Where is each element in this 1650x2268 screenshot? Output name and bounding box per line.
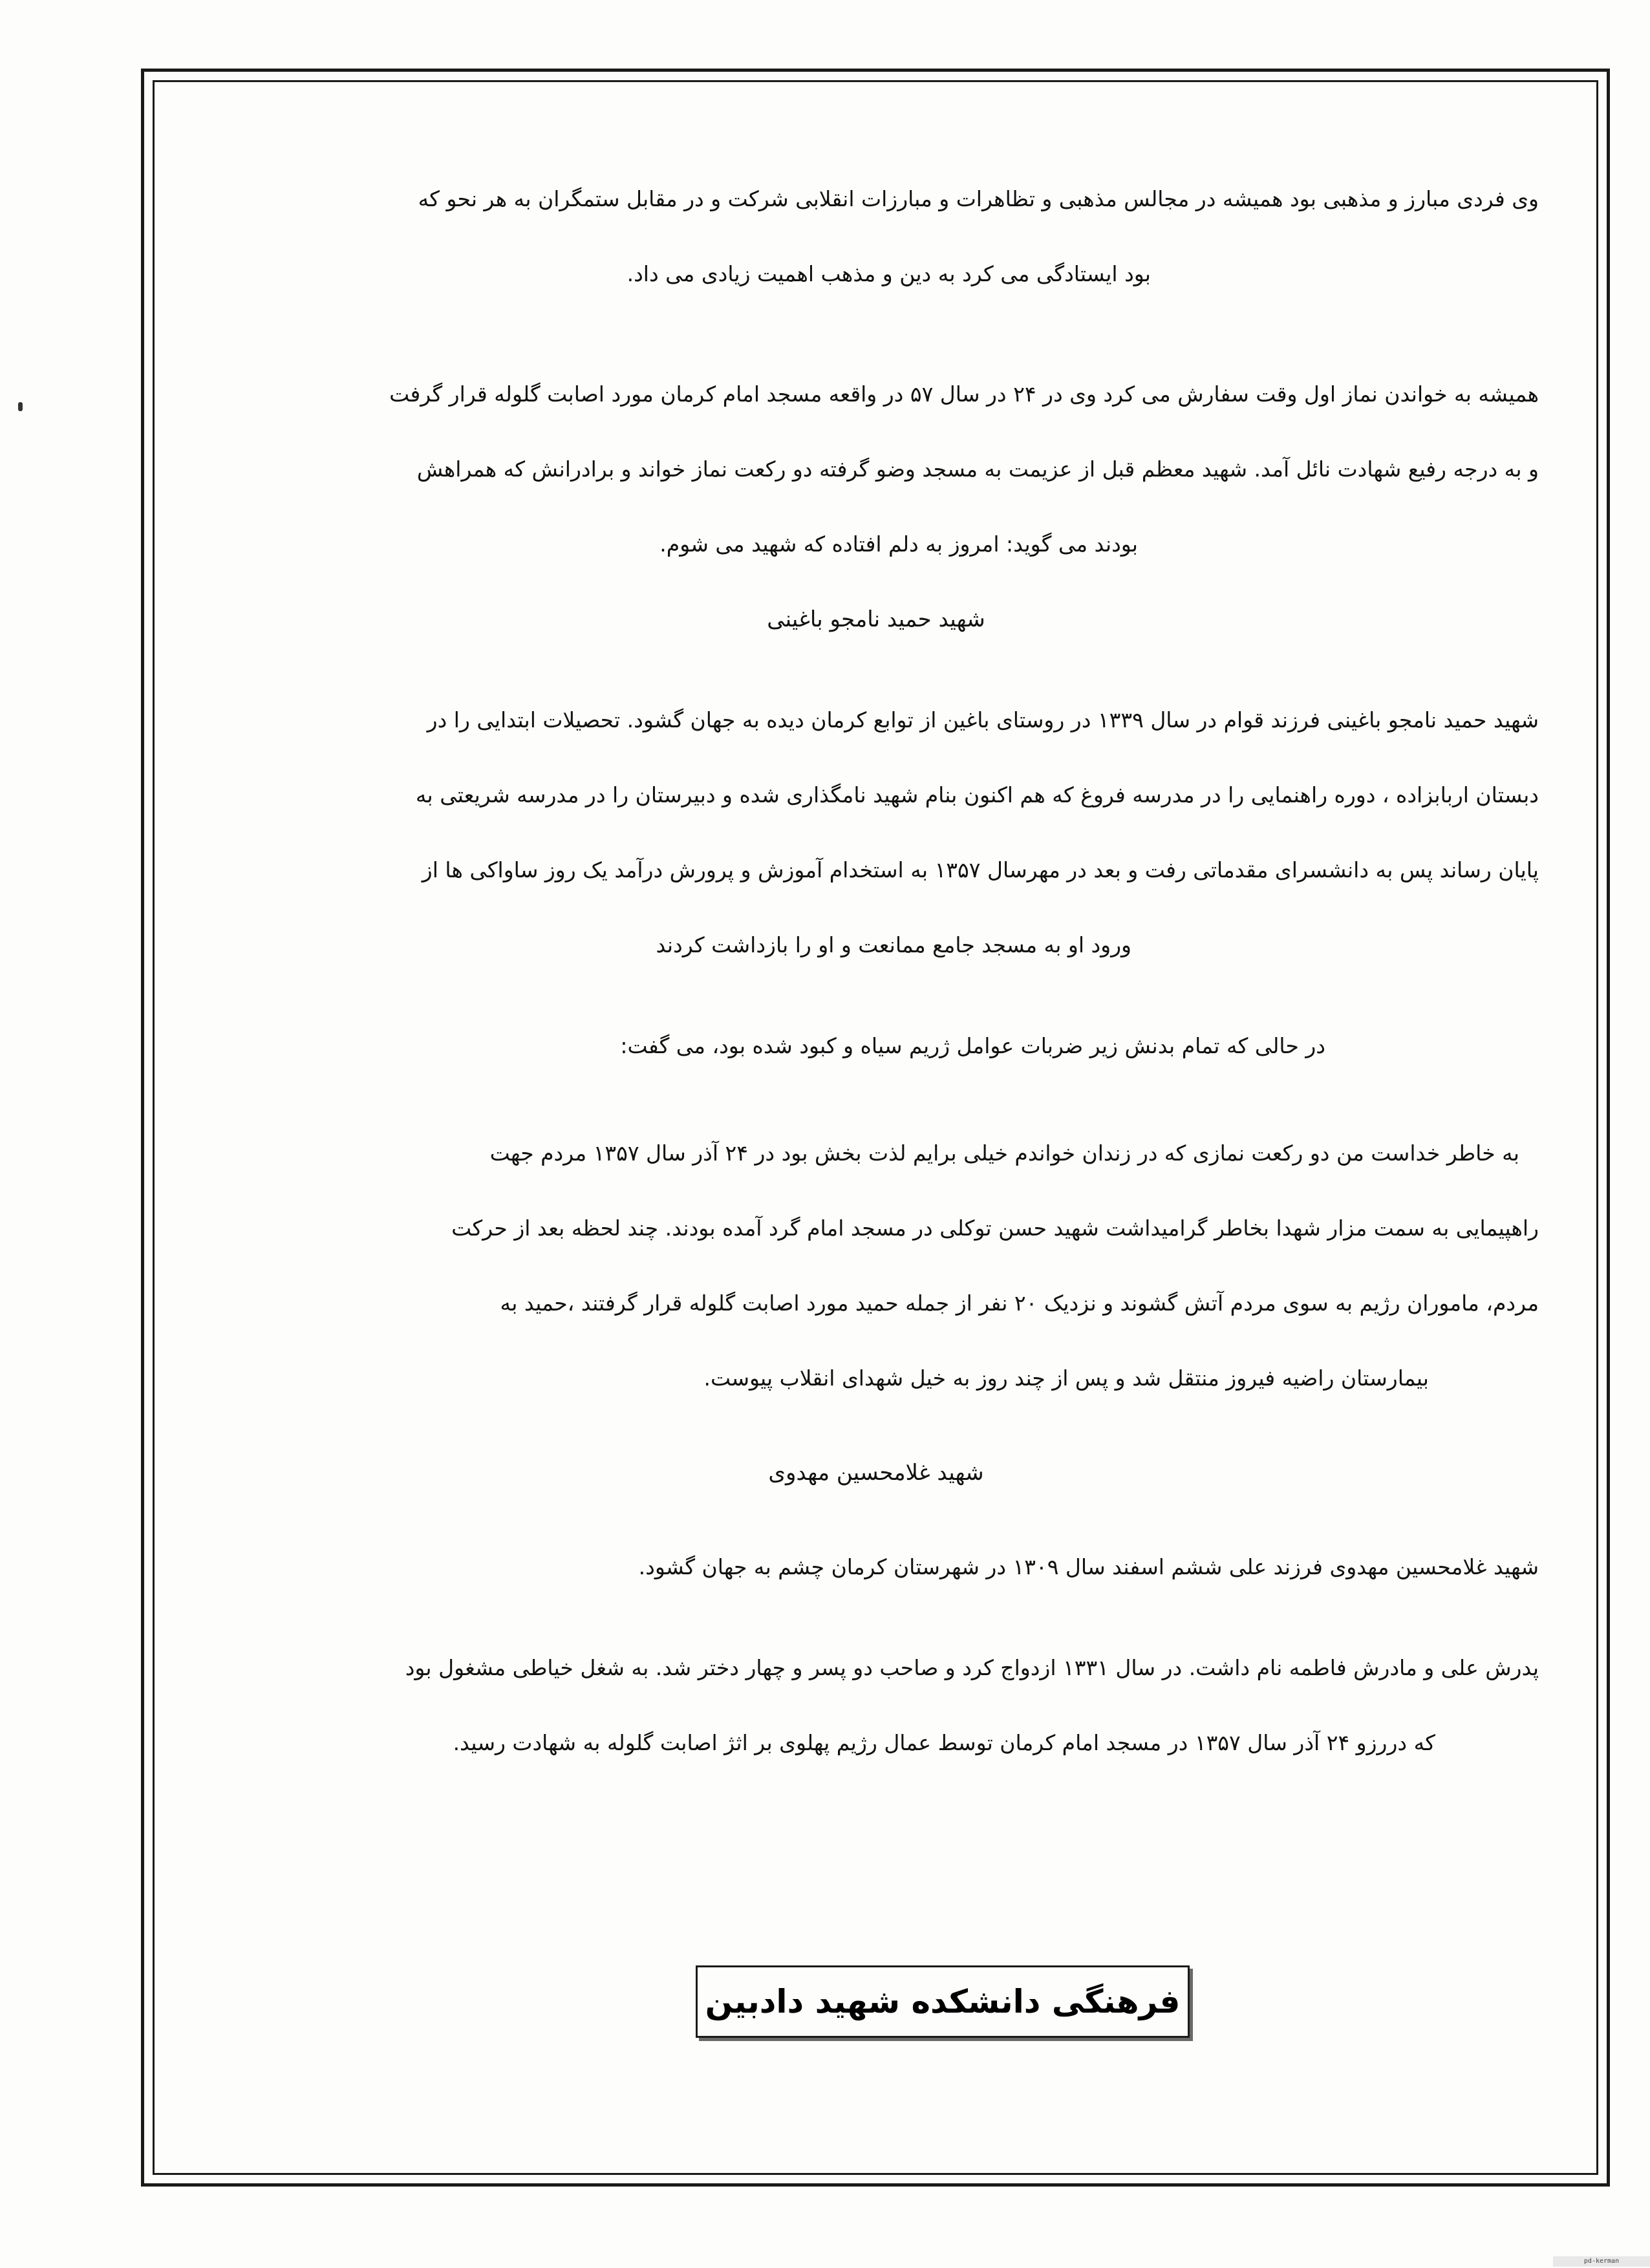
text-line: بیمارستان راضیه فیروز منتقل شد و پس از چند روز به خیل شهدای انقلاب پیوست. [703,1365,1429,1391]
text-line: بود ایستادگی می کرد به دین و مذهب اهمیت زیادی می داد. [627,261,1151,286]
document-body [213,162,1539,1781]
section-heading: شهید غلامحسین مهدوی [768,1460,984,1486]
text-line: دبستان اربابزاده ، دوره راهنمایی را در مدرسه فروغ که هم اکنون بنام شهید نامگذاری شده و دبیرستان را در مدرسه شریعتی به [415,782,1539,808]
section-heading: شهید حمید نامجو باغینی [767,606,985,632]
text-line: شهید غلامحسین مهدوی فرزند علی ششم اسفند سال ۱۳۰۹ در شهرستان کرمان چشم به جهان گشود. [638,1554,1539,1579]
text-line: و به درجه رفیع شهادت نائل آمد. شهید معظم قبل از عزیمت به مسجد وضو گرفته دو رکعت نماز خواند و برادرانش که همراهش [416,456,1539,482]
text-line: پدرش علی و مادرش فاطمه نام داشت. در سال ۱۳۳۱ ازدواج کرد و صاحب دو پسر و چهار دختر شد. به شغل خیاطی مشغول بود [405,1655,1539,1680]
text-line: همیشه به خواندن نماز اول وقت سفارش می کرد وی در ۲۴ در سال ۵۷ در واقعه مسجد امام کرمان مورد اصابت گلوله قرار گرفت [389,381,1539,407]
text-line: بودند می گوید: امروز به دلم افتاده که شهید می شوم. [659,531,1138,557]
text-line: که دررزو ۲۴ آذر سال ۱۳۵۷ در مسجد امام کرمان توسط عمال رژیم پهلوی بر اثژ اصابت گلوله به شهادت رسید. [453,1730,1435,1755]
text-line: ورود او به مسجد جامع ممانعت و او را بازداشت کردند [656,932,1131,957]
text-line: پایان رساند پس به دانشسرای مقدماتی رفت و بعد در مهرسال ۱۳۵۷ به استخدام آموزش و پرورش درآمد یک روز ساواکی ها از [422,857,1539,883]
text-line: وی فردی مبارز و مذهبی بود همیشه در مجالس مذهبی و تظاهرات و مبارزات انقلابی شرکت و در مقابل ستمگران به هر نحو که [418,186,1539,211]
text-line: راهپیمایی به سمت مزار شهدا بخاطر گرامیداشت شهید حسن توکلی در مسجد امام گرد آمده بودند. چند لحظه بعد از حرکت [451,1215,1539,1241]
stamp-text: فرهنگی دانشکده شهید دادبین [705,1983,1181,2020]
text-line: شهید حمید نامجو باغینی فرزند قوام در سال ۱۳۳۹ در روستای باغین از توابع کرمان دیده به جهان گشود. تحصیلات ابتدایی را در [427,707,1539,733]
text-line: مردم، ماموران رژیم به سوی مردم آتش گشوند و نزدیک ۲۰ نفر از جمله حمید مورد اصابت گلوله قرار گرفتند ،حمید به [500,1290,1539,1316]
site-watermark: pd-kerman [1553,2256,1650,2267]
text-line: در حالی که تمام بدنش زیر ضربات عوامل ژریم سیاه و کبود شده بود، می گفت: [620,1033,1325,1058]
text-line: به خاطر خداست من دو رکعت نمازی که در زندان خواندم خیلی برایم لذت بخش بود در ۲۴ آذر سال ۱۳۵۷ مردم جهت [489,1140,1519,1166]
scan-speck [18,402,23,411]
college-stamp [696,1965,1190,2038]
